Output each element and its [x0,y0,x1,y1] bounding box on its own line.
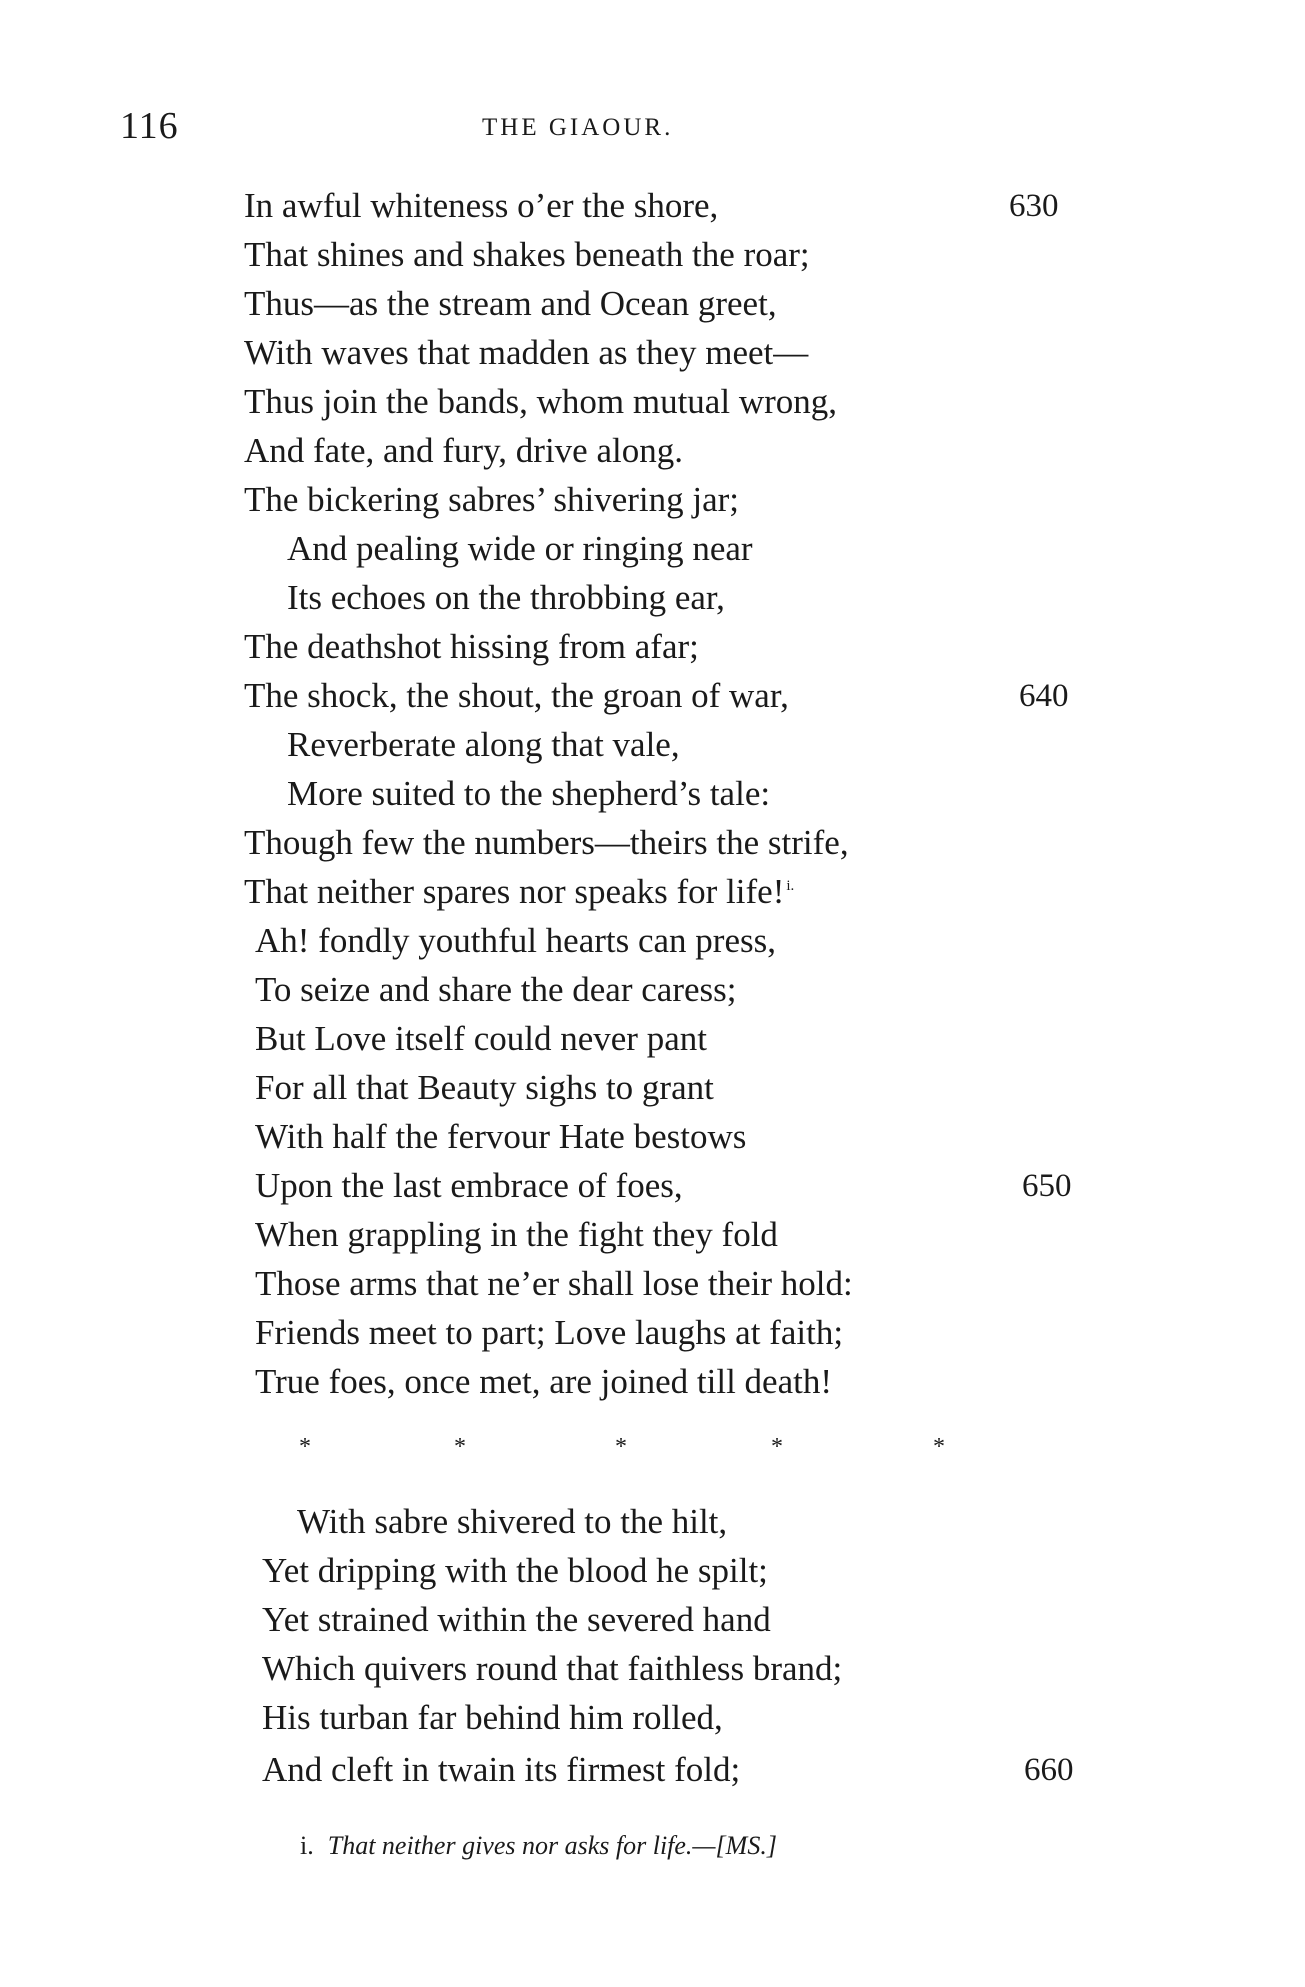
footnote [300,1828,777,1864]
verse-line: Its echoes on the throbbing ear, [287,578,725,617]
footnote-text: That neither gives nor asks for life.—[MS.] [327,1831,777,1860]
verse-line: More suited to the shepherd’s tale: [287,774,771,813]
line-number: 650 [1022,1168,1072,1204]
verse-line: The bickering sabres’ shivering jar; [244,480,740,519]
verse-line: To seize and share the dear caress; [255,970,737,1009]
verse-line: Thus—as the stream and Ocean greet, [244,284,777,323]
verse-line: Upon the last embrace of foes, [255,1166,683,1205]
page-number: 116 [120,105,179,147]
separator-asterisk: * [933,1434,945,1460]
verse-line: Those arms that ne’er shall lose their hold: [255,1264,853,1303]
running-title: THE GIAOUR. [482,114,674,141]
line-number: 630 [1009,188,1059,224]
verse-line: Yet dripping with the blood he spilt; [262,1551,768,1590]
separator-asterisk: * [615,1434,627,1460]
verse-line: And fate, and fury, drive along. [244,431,683,470]
verse-line: Though few the numbers—theirs the strife, [244,823,849,862]
separator-asterisk: * [299,1434,311,1460]
verse-line: With sabre shivered to the hilt, [297,1502,728,1541]
verse-line: With half the fervour Hate bestows [255,1117,747,1156]
verse-line: Reverberate along that vale, [287,725,680,764]
footnote-marker: i. [300,1831,314,1860]
verse-line [244,872,794,912]
section-separator [290,1432,970,1462]
verse-line: Ah! fondly youthful hearts can press, [255,921,776,960]
verse-line: The deathshot hissing from afar; [244,627,699,666]
separator-asterisk: * [454,1434,466,1460]
verse-line: And cleft in twain its firmest fold; [262,1750,741,1789]
verse-line: True foes, once met, are joined till death! [255,1362,833,1401]
verse-line: Which quivers round that faithless brand; [262,1649,843,1688]
footnote-reference: i. [786,878,795,894]
verse-line: In awful whiteness o’er the shore, [244,186,719,225]
verse-text: That neither spares nor speaks for life! [244,872,785,911]
verse-line: The shock, the shout, the groan of war, [244,676,789,715]
verse-line: Thus join the bands, whom mutual wrong, [244,382,838,421]
verse-line: With waves that madden as they meet— [244,333,809,372]
verse-line: Friends meet to part; Love laughs at faith; [255,1313,844,1352]
verse-line: And pealing wide or ringing near [287,529,753,568]
line-number: 640 [1019,678,1069,714]
verse-line: For all that Beauty sighs to grant [255,1068,714,1107]
separator-asterisk: * [771,1434,783,1460]
verse-line: That shines and shakes beneath the roar; [244,235,810,274]
line-number: 660 [1024,1752,1074,1788]
verse-line: Yet strained within the severed hand [262,1600,771,1639]
verse-line: But Love itself could never pant [255,1019,707,1058]
verse-line: His turban far behind him rolled, [262,1698,723,1737]
verse-line: When grappling in the fight they fold [255,1215,778,1254]
